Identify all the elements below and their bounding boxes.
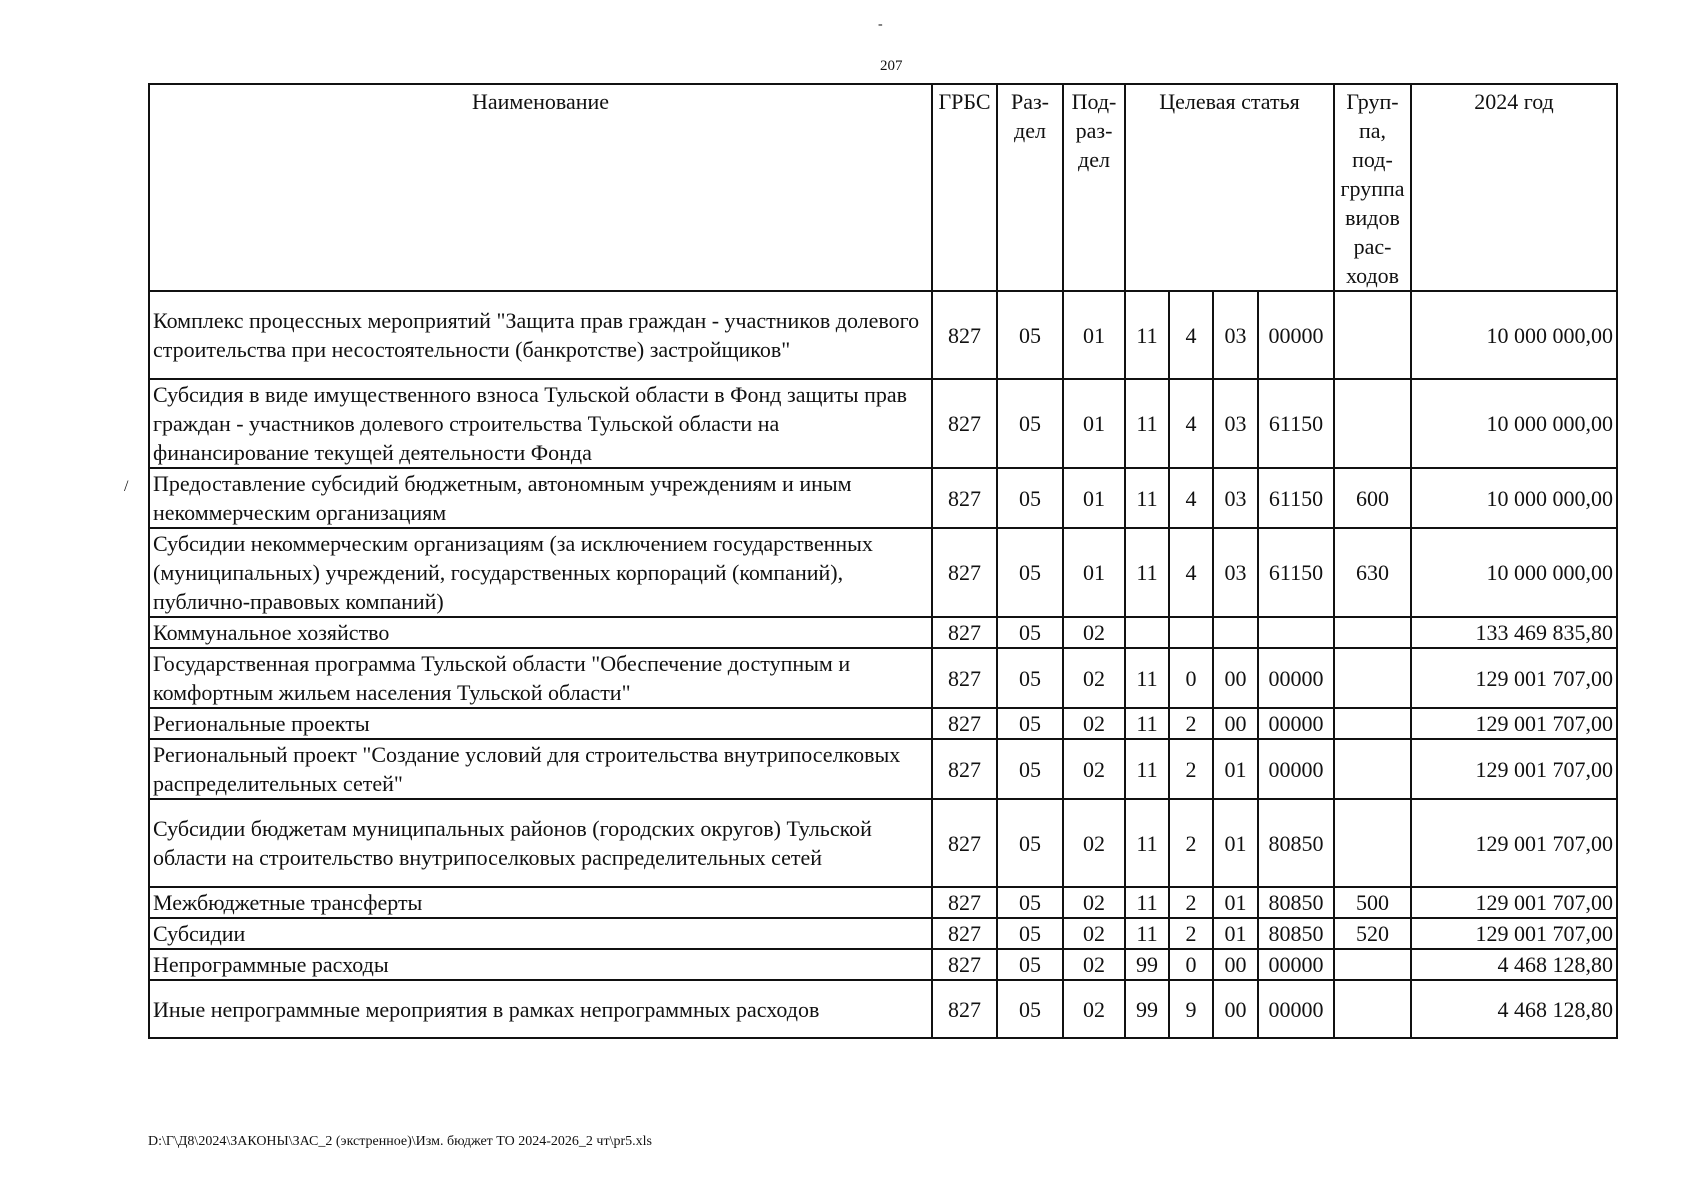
row-expense-group [1334, 617, 1411, 648]
row-target-program: 11 [1125, 739, 1169, 799]
row-expense-group [1334, 708, 1411, 739]
row-name: Субсидия в виде имущественного взноса Тульской области в Фонд защиты прав граждан - участников долевого строительства Тульской области на финансирование текущей деятельности Фонда [149, 379, 932, 468]
row-amount: 129 001 707,00 [1411, 739, 1617, 799]
row-target-direction: 00000 [1258, 291, 1334, 379]
row-amount: 129 001 707,00 [1411, 918, 1617, 949]
table-header-row [149, 84, 1617, 291]
table-body [149, 291, 1617, 1038]
row-name: Региональный проект "Создание условий для строительства внутрипоселковых распределительных сетей" [149, 739, 932, 799]
row-grbs: 827 [932, 291, 997, 379]
row-target-program: 11 [1125, 291, 1169, 379]
row-podrazdel: 02 [1063, 918, 1125, 949]
row-podrazdel: 02 [1063, 887, 1125, 918]
header-razdel: Раз- дел [997, 84, 1063, 291]
row-target-type: 4 [1169, 468, 1213, 528]
table-row [149, 379, 1617, 468]
row-target-type: 4 [1169, 291, 1213, 379]
row-razdel: 05 [997, 708, 1063, 739]
row-name: Субсидии [149, 918, 932, 949]
row-target-type: 2 [1169, 739, 1213, 799]
row-target-element: 00 [1213, 980, 1258, 1038]
table-row [149, 980, 1617, 1038]
table-row [149, 887, 1617, 918]
row-podrazdel: 01 [1063, 379, 1125, 468]
table-row [149, 708, 1617, 739]
row-podrazdel: 02 [1063, 949, 1125, 980]
row-razdel: 05 [997, 617, 1063, 648]
row-target-direction [1258, 617, 1334, 648]
row-name: Государственная программа Тульской области "Обеспечение доступным и комфортным жильем населения Тульской области" [149, 648, 932, 708]
row-target-element: 00 [1213, 708, 1258, 739]
row-razdel: 05 [997, 528, 1063, 617]
row-razdel: 05 [997, 648, 1063, 708]
row-razdel: 05 [997, 918, 1063, 949]
row-grbs: 827 [932, 617, 997, 648]
row-podrazdel: 02 [1063, 739, 1125, 799]
row-name: Субсидии бюджетам муниципальных районов (городских округов) Тульской области на строительство внутрипоселковых распределительных сетей [149, 799, 932, 887]
table-row [149, 468, 1617, 528]
row-target-program: 11 [1125, 648, 1169, 708]
row-target-element: 03 [1213, 379, 1258, 468]
row-name: Непрограммные расходы [149, 949, 932, 980]
row-target-direction: 00000 [1258, 949, 1334, 980]
table-row [149, 799, 1617, 887]
row-razdel: 05 [997, 291, 1063, 379]
row-amount: 4 468 128,80 [1411, 980, 1617, 1038]
row-target-direction: 80850 [1258, 887, 1334, 918]
row-razdel: 05 [997, 980, 1063, 1038]
row-target-element: 01 [1213, 918, 1258, 949]
footer-file-path: D:\Г\Д8\2024\ЗАКОНЫ\ЗАС_2 (экстренное)\Изм. бюджет ТО 2024-2026_2 чт\pr5.xls [148, 1134, 652, 1149]
header-target-article: Целевая статья [1125, 84, 1334, 291]
row-target-type: 2 [1169, 887, 1213, 918]
row-expense-group [1334, 949, 1411, 980]
row-target-element: 00 [1213, 949, 1258, 980]
row-target-direction: 00000 [1258, 648, 1334, 708]
row-target-type: 4 [1169, 528, 1213, 617]
row-target-type: 0 [1169, 949, 1213, 980]
row-amount: 129 001 707,00 [1411, 648, 1617, 708]
row-grbs: 827 [932, 648, 997, 708]
row-target-program: 11 [1125, 468, 1169, 528]
row-target-element: 03 [1213, 468, 1258, 528]
row-target-type: 2 [1169, 708, 1213, 739]
row-expense-group: 520 [1334, 918, 1411, 949]
row-razdel: 05 [997, 379, 1063, 468]
table-row [149, 528, 1617, 617]
row-expense-group [1334, 739, 1411, 799]
row-razdel: 05 [997, 887, 1063, 918]
row-podrazdel: 02 [1063, 708, 1125, 739]
row-expense-group [1334, 379, 1411, 468]
row-amount: 10 000 000,00 [1411, 468, 1617, 528]
header-name: Наименование [149, 84, 932, 291]
row-name: Комплекс процессных мероприятий "Защита прав граждан - участников долевого строительства при несостоятельности (банкротстве) застройщиков" [149, 291, 932, 379]
header-expense-group: Груп- па, под- группа видов рас- ходов [1334, 84, 1411, 291]
row-expense-group: 500 [1334, 887, 1411, 918]
row-amount: 10 000 000,00 [1411, 379, 1617, 468]
page-dot-mark: - [878, 17, 883, 32]
header-grbs: ГРБС [932, 84, 997, 291]
row-podrazdel: 02 [1063, 980, 1125, 1038]
row-amount: 4 468 128,80 [1411, 949, 1617, 980]
row-expense-group [1334, 291, 1411, 379]
row-podrazdel: 02 [1063, 648, 1125, 708]
row-target-direction: 00000 [1258, 708, 1334, 739]
budget-table [148, 83, 1618, 1039]
row-expense-group [1334, 648, 1411, 708]
row-podrazdel: 01 [1063, 528, 1125, 617]
row-razdel: 05 [997, 739, 1063, 799]
row-target-direction: 00000 [1258, 739, 1334, 799]
row-target-direction: 80850 [1258, 799, 1334, 887]
row-target-direction: 61150 [1258, 468, 1334, 528]
row-expense-group: 600 [1334, 468, 1411, 528]
row-podrazdel: 02 [1063, 799, 1125, 887]
row-amount: 133 469 835,80 [1411, 617, 1617, 648]
row-target-type [1169, 617, 1213, 648]
row-grbs: 827 [932, 708, 997, 739]
row-target-type: 2 [1169, 918, 1213, 949]
row-podrazdel: 01 [1063, 468, 1125, 528]
row-target-program: 11 [1125, 379, 1169, 468]
row-grbs: 827 [932, 949, 997, 980]
row-target-program: 11 [1125, 708, 1169, 739]
row-expense-group [1334, 799, 1411, 887]
row-razdel: 05 [997, 468, 1063, 528]
table-row [149, 291, 1617, 379]
row-amount: 129 001 707,00 [1411, 799, 1617, 887]
row-grbs: 827 [932, 468, 997, 528]
header-year: 2024 год [1411, 84, 1617, 291]
row-target-direction: 61150 [1258, 528, 1334, 617]
table-row [149, 648, 1617, 708]
row-name: Межбюджетные трансферты [149, 887, 932, 918]
row-target-direction: 80850 [1258, 918, 1334, 949]
row-amount: 10 000 000,00 [1411, 291, 1617, 379]
row-target-direction: 00000 [1258, 980, 1334, 1038]
row-target-program [1125, 617, 1169, 648]
row-target-type: 4 [1169, 379, 1213, 468]
row-grbs: 827 [932, 887, 997, 918]
row-grbs: 827 [932, 918, 997, 949]
row-target-type: 9 [1169, 980, 1213, 1038]
row-amount: 10 000 000,00 [1411, 528, 1617, 617]
row-name: Коммунальное хозяйство [149, 617, 932, 648]
row-target-element: 01 [1213, 739, 1258, 799]
row-target-element: 00 [1213, 648, 1258, 708]
row-target-program: 99 [1125, 949, 1169, 980]
row-razdel: 05 [997, 949, 1063, 980]
row-amount: 129 001 707,00 [1411, 708, 1617, 739]
table-row [149, 617, 1617, 648]
row-grbs: 827 [932, 739, 997, 799]
row-razdel: 05 [997, 799, 1063, 887]
row-podrazdel: 02 [1063, 617, 1125, 648]
page-number: 207 [880, 58, 903, 74]
row-name: Региональные проекты [149, 708, 932, 739]
row-target-element: 01 [1213, 887, 1258, 918]
row-target-element: 01 [1213, 799, 1258, 887]
margin-mark: / [124, 478, 129, 495]
row-target-program: 11 [1125, 918, 1169, 949]
row-grbs: 827 [932, 379, 997, 468]
row-target-program: 11 [1125, 887, 1169, 918]
row-expense-group: 630 [1334, 528, 1411, 617]
header-podrazdel: Под- раз- дел [1063, 84, 1125, 291]
row-target-element [1213, 617, 1258, 648]
row-target-program: 99 [1125, 980, 1169, 1038]
row-expense-group [1334, 980, 1411, 1038]
row-amount: 129 001 707,00 [1411, 887, 1617, 918]
table-row [149, 918, 1617, 949]
row-target-direction: 61150 [1258, 379, 1334, 468]
row-podrazdel: 01 [1063, 291, 1125, 379]
row-name: Предоставление субсидий бюджетным, автономным учреждениям и иным некоммерческим организациям [149, 468, 932, 528]
row-target-element: 03 [1213, 291, 1258, 379]
row-target-type: 0 [1169, 648, 1213, 708]
row-grbs: 827 [932, 799, 997, 887]
row-target-program: 11 [1125, 528, 1169, 617]
table-row [149, 949, 1617, 980]
row-target-element: 03 [1213, 528, 1258, 617]
row-grbs: 827 [932, 528, 997, 617]
row-name: Иные непрограммные мероприятия в рамках непрограммных расходов [149, 980, 932, 1038]
row-grbs: 827 [932, 980, 997, 1038]
row-name: Субсидии некоммерческим организациям (за исключением государственных (муниципальных) учреждений, государственных корпораций (компаний), публично-правовых компаний) [149, 528, 932, 617]
row-target-type: 2 [1169, 799, 1213, 887]
table-row [149, 739, 1617, 799]
row-target-program: 11 [1125, 799, 1169, 887]
